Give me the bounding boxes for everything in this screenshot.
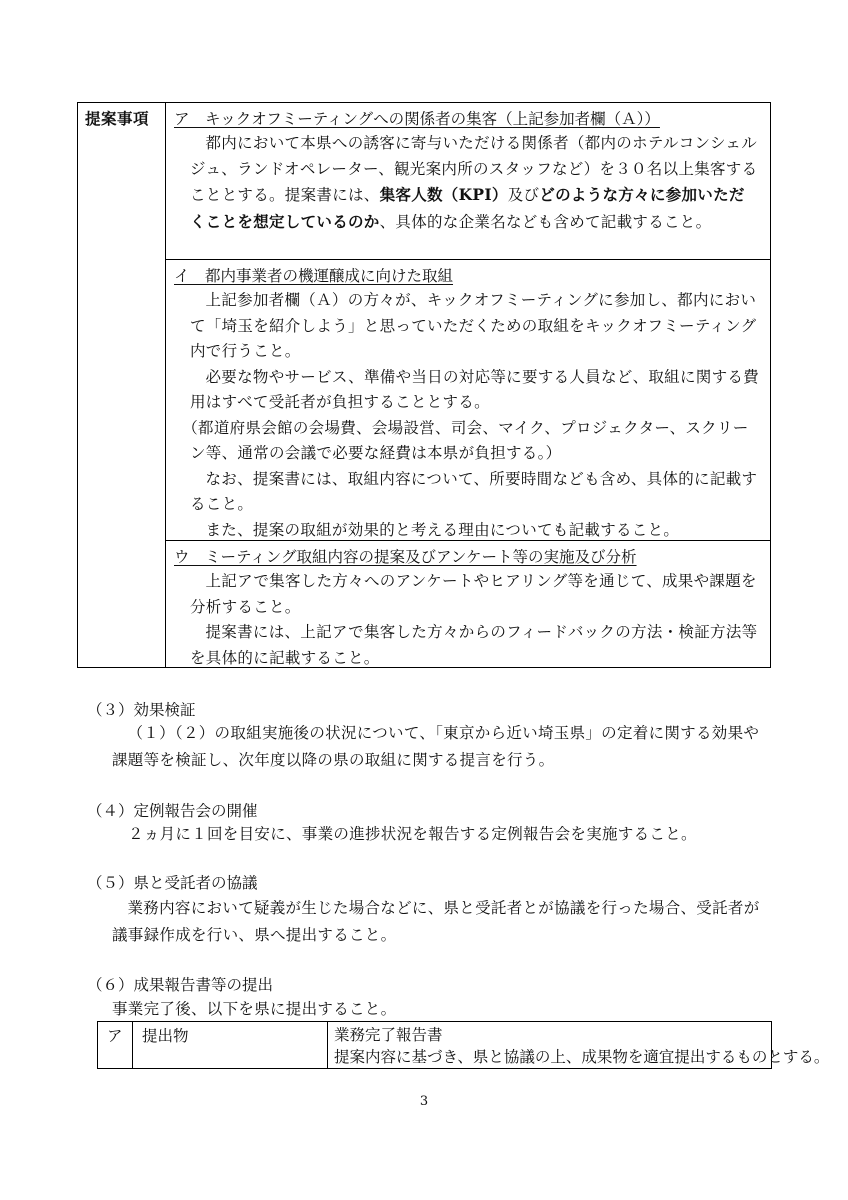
section-a-title: ア キックオフミーティングへの関係者の集客（上記参加者欄（Ａ）） xyxy=(174,110,660,128)
proposal-section-u xyxy=(166,541,770,667)
section-i-body xyxy=(182,288,760,543)
proposal-table xyxy=(77,102,771,668)
item-4-heading: （４）定例報告会の開催 xyxy=(87,802,258,820)
participants-emphasis: どのような方々に参加いただくことを想定しているのか xyxy=(190,185,745,231)
section-i-title: イ 都内事業者の機運醸成に向けた取組 xyxy=(174,267,454,285)
section-u-body xyxy=(190,569,760,671)
section-i-paragraph-1: 上記参加者欄（Ａ）の方々が、キックオフミーティングに参加し、都内において「埼玉を紹介しよう」と思っていただくための取組をキックオフミーティング内で行うこと。 xyxy=(190,291,757,360)
item-4-text: ２ヵ月に１回を目安に、事業の進捗状況を報告する定例報告会を実施すること。 xyxy=(128,825,697,843)
item-3-heading: （３）効果検証 xyxy=(87,701,196,719)
submission-value-line-1: 業務完了報告書 xyxy=(334,1026,443,1044)
proposal-table-header: 提案事項 xyxy=(85,110,150,128)
item-6-text: 事業完了後、以下を県に提出すること。 xyxy=(112,1000,397,1018)
item-6-heading: （６）成果報告書等の提出 xyxy=(87,976,274,994)
item-5-heading: （５）県と受託者の協議 xyxy=(87,874,258,892)
item-3-text: （１）（２）の取組実施後の状況について、「東京から近い埼玉県」の定着に関する効果や課題等を検証し、次年度以降の県の取組に関する提言を行う。 xyxy=(112,724,760,769)
submission-mark-cell xyxy=(98,1022,133,1068)
proposal-section-i xyxy=(166,260,770,541)
proposal-section-a xyxy=(166,103,770,260)
submission-value-cell xyxy=(328,1022,830,1068)
page-number: 3 xyxy=(419,1094,429,1109)
item-5-text: 業務内容において疑義が生じた場合などに、県と受託者とが協議を行った場合、受託者が議事録作成を行い、県へ提出すること。 xyxy=(112,899,760,944)
submission-value-line-2: 提案内容に基づき、県と協議の上、成果物を適宜提出するものとする。 xyxy=(334,1048,830,1066)
section-i-paragraph-5: また、提案の取組が効果的と考える理由についても記載すること。 xyxy=(205,520,680,539)
kpi-emphasis: 集客人数（KPI） xyxy=(379,185,508,204)
section-a-paragraph: 都内において本県への誘客に寄与いただける関係者（都内のホテルコンシェルジュ、ランドオペレーター、観光案内所のスタッフなど）を３０名以上集客することとする。提案書には、集客人数（KPI）及びどのような方々に参加いただくことを想定しているのか、具体的な企業名なども含めて記載すること。 xyxy=(190,134,758,231)
proposal-table-header-cell xyxy=(78,103,166,667)
section-i-paragraph-4: なお、提案書には、取組内容について、所要時間なども含め、具体的に記載すること。 xyxy=(190,469,758,513)
submission-label: 提出物 xyxy=(142,1027,189,1045)
section-a-body xyxy=(190,131,760,235)
submission-table xyxy=(97,1021,830,1069)
section-i-paragraph-2: 必要な物やサービス、準備や当日の対応等に要する人員など、取組に関する費用はすべて受託者が負担することとする。 xyxy=(190,367,759,411)
submission-label-cell xyxy=(133,1022,328,1068)
submission-mark: ア xyxy=(107,1027,123,1045)
section-i-paragraph-3: （都道府県会館の会場費、会場設営、司会、マイク、プロジェクター、スクリーン等、通常の会議で必要な経費は本県が負担する。） xyxy=(182,418,749,462)
section-u-title: ウ ミーティング取組内容の提案及びアンケート等の実施及び分析 xyxy=(174,548,637,566)
submission-value xyxy=(334,1024,829,1068)
section-u-paragraph-1: 上記アで集客した方々へのアンケートやヒアリング等を通じて、成果や課題を分析すること。 xyxy=(190,572,757,616)
section-u-paragraph-2: 提案書には、上記アで集客した方々からのフィードバックの方法・検証方法等を具体的に記載すること。 xyxy=(190,623,758,667)
